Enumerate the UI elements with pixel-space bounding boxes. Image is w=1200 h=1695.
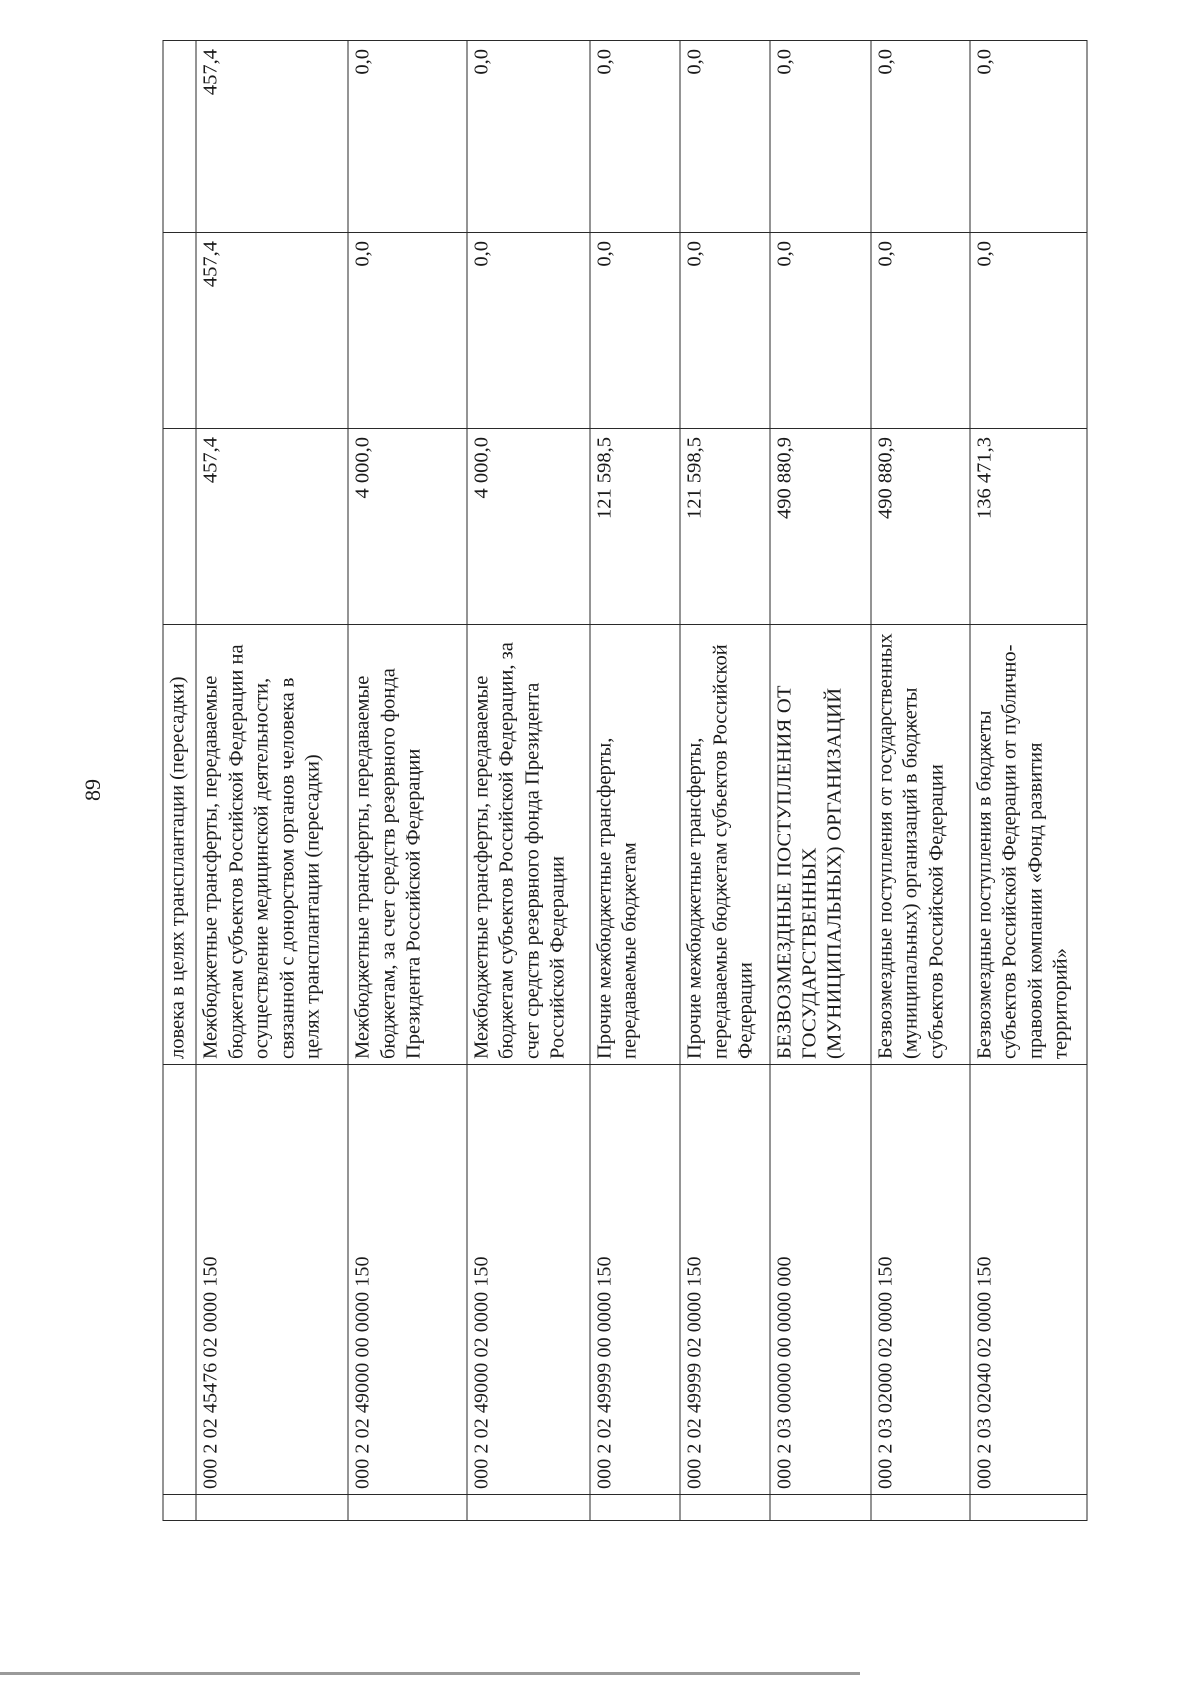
value-cell-1: 121 598,5 (590, 429, 680, 625)
budget-code-cell: 000 2 02 49000 00 0000 150 (348, 1065, 467, 1495)
budget-code-cell: 000 2 03 02040 02 0000 150 (970, 1065, 1087, 1495)
budget-name-cell: Межбюджетные трансферты, передаваемые бюджетам субъектов Российской Федерации на осуществление медицинской деятельности, связанной с донорством органов человека в целях трансплантации (пересадки) (196, 625, 348, 1065)
row-lead-cell (467, 1495, 590, 1521)
table-row (467, 41, 590, 1521)
value-cell-1: 121 598,5 (680, 429, 769, 625)
value-cell-2: 0,0 (590, 233, 680, 429)
budget-name-cell: Прочие межбюджетные трансферты, передаваемые бюджетам (590, 625, 680, 1065)
value-cell-1: 490 880,9 (871, 429, 970, 625)
value-cell-3: 0,0 (467, 41, 590, 233)
row-lead-cell (680, 1495, 769, 1521)
value-cell-2: 0,0 (467, 233, 590, 429)
table-row (680, 41, 769, 1521)
table-row (163, 41, 196, 1521)
budget-name-cell: Прочие межбюджетные трансферты, передаваемые бюджетам субъектов Российской Федерации (680, 625, 769, 1065)
value-cell-2 (163, 233, 196, 429)
row-lead-cell (196, 1495, 348, 1521)
table-row (871, 41, 970, 1521)
row-lead-cell (871, 1495, 970, 1521)
value-cell-1: 490 880,9 (770, 429, 871, 625)
row-lead-cell (970, 1495, 1087, 1521)
value-cell-1: 4 000,0 (467, 429, 590, 625)
scan-edge-rule (0, 1672, 860, 1675)
page-number: 89 (80, 779, 105, 801)
value-cell-2: 0,0 (680, 233, 769, 429)
budget-name-cell: Межбюджетные трансферты, передаваемые бюджетам субъектов Российской Федерации, за счет средств резервного фонда Президента Российской Федерации (467, 625, 590, 1065)
budget-code-cell: 000 2 02 45476 02 0000 150 (196, 1065, 348, 1495)
value-cell-3: 0,0 (770, 41, 871, 233)
value-cell-3: 0,0 (348, 41, 467, 233)
row-lead-cell (770, 1495, 871, 1521)
value-cell-2: 0,0 (970, 233, 1087, 429)
budget-code-cell: 000 2 02 49999 02 0000 150 (680, 1065, 769, 1495)
value-cell-1: 4 000,0 (348, 429, 467, 625)
budget-code-cell: 000 2 03 02000 02 0000 150 (871, 1065, 970, 1495)
budget-name-cell: Межбюджетные трансферты, передаваемые бюджетам, за счет средств резервного фонда Президента Российской Федерации (348, 625, 467, 1065)
value-cell-1: 136 471,3 (970, 429, 1087, 625)
value-cell-2: 0,0 (348, 233, 467, 429)
row-lead-cell (348, 1495, 467, 1521)
value-cell-3: 0,0 (871, 41, 970, 233)
row-lead-cell (590, 1495, 680, 1521)
table-row (590, 41, 680, 1521)
value-cell-2: 0,0 (770, 233, 871, 429)
value-cell-3 (163, 41, 196, 233)
value-cell-3: 0,0 (590, 41, 680, 233)
value-cell-3: 457,4 (196, 41, 348, 233)
budget-name-cell: Безвозмездные поступления от государственных (муниципальных) организаций в бюджеты субъектов Российской Федерации (871, 625, 970, 1065)
table-row (196, 41, 348, 1521)
budget-revenue-table (163, 40, 1088, 1521)
table-row (770, 41, 871, 1521)
budget-code-cell (163, 1065, 196, 1495)
value-cell-3: 0,0 (970, 41, 1087, 233)
value-cell-2: 457,4 (196, 233, 348, 429)
value-cell-1 (163, 429, 196, 625)
table-row (970, 41, 1087, 1521)
budget-table-container (163, 41, 1088, 1521)
budget-name-cell: БЕЗВОЗМЕЗДНЫЕ ПОСТУПЛЕНИЯ ОТ ГОСУДАРСТВЕННЫХ (МУНИЦИПАЛЬНЫХ) ОРГАНИЗАЦИЙ (770, 625, 871, 1065)
value-cell-3: 0,0 (680, 41, 769, 233)
row-lead-cell (163, 1495, 196, 1521)
budget-name-cell: Безвозмездные поступления в бюджеты субъектов Российской Федерации от публично-правовой компании «Фонд развития территорий» (970, 625, 1087, 1065)
budget-name-cell: ловека в целях трансплантации (пересадки) (163, 625, 196, 1065)
budget-code-cell: 000 2 03 00000 00 0000 000 (770, 1065, 871, 1495)
value-cell-2: 0,0 (871, 233, 970, 429)
budget-code-cell: 000 2 02 49999 00 0000 150 (590, 1065, 680, 1495)
value-cell-1: 457,4 (196, 429, 348, 625)
table-row (348, 41, 467, 1521)
budget-code-cell: 000 2 02 49000 02 0000 150 (467, 1065, 590, 1495)
